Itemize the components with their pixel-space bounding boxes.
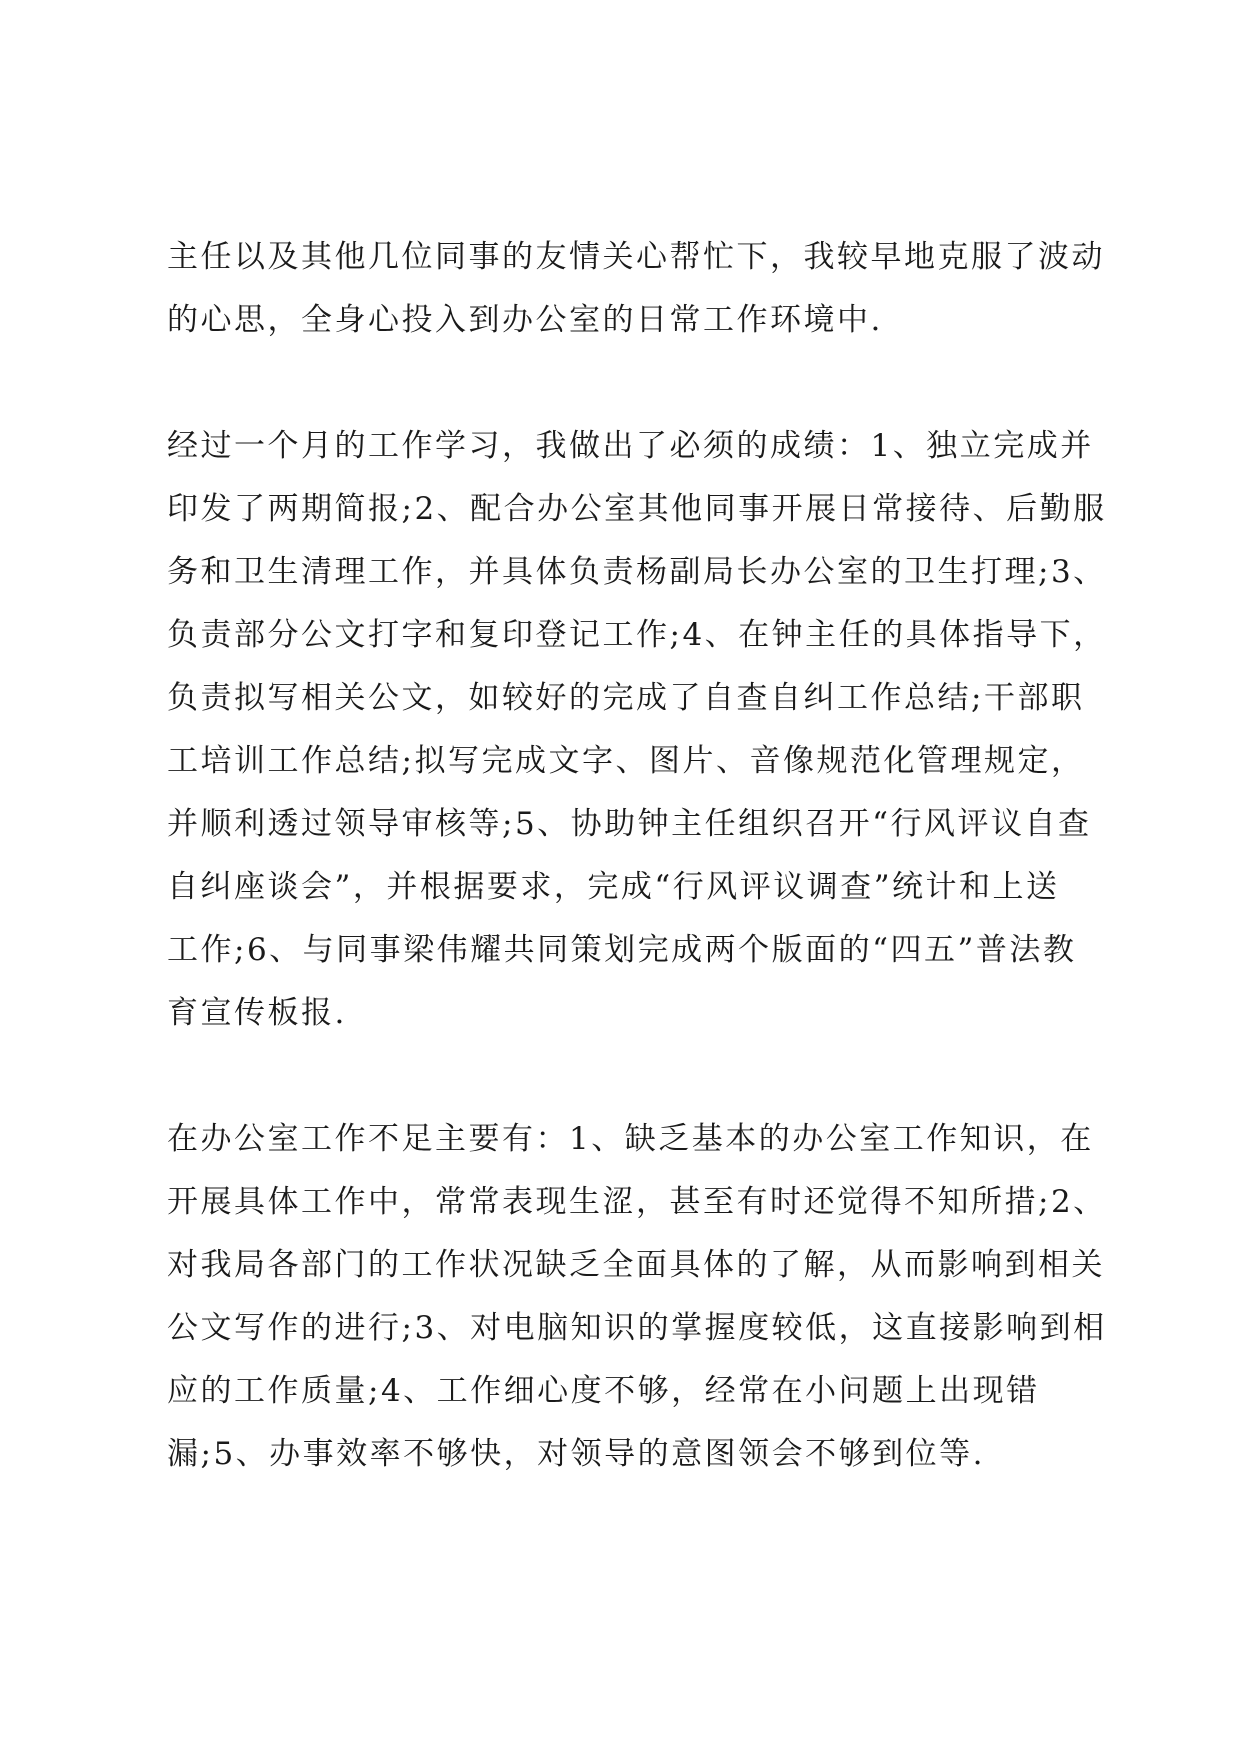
paragraph-2 xyxy=(167,415,1107,1045)
paragraph-1 xyxy=(167,226,1105,352)
text-line: 经过一个月的工作学习，我做出了必须的成绩：1、独立完成并 xyxy=(167,428,1094,464)
text-line: 工培训工作总结;拟写完成文字、图片、音像规范化管理规定， xyxy=(167,743,1085,779)
text-line: 育宣传板报. xyxy=(167,995,347,1031)
paragraph-spacer xyxy=(167,352,1087,415)
text-line: 务和卫生清理工作，并具体负责杨副局长办公室的卫生打理;3、 xyxy=(167,554,1107,590)
text-line: 漏;5、办事效率不够快，对领导的意图领会不够到位等. xyxy=(167,1436,986,1472)
text-line: 负责拟写相关公文，如较好的完成了自查自纠工作总结;干部职 xyxy=(167,680,1085,716)
paragraph-spacer xyxy=(167,1045,1087,1108)
text-line: 并顺利透过领导审核等;5、协助钟主任组织召开“行风评议自查 xyxy=(167,806,1092,842)
text-line: 工作;6、与同事梁伟耀共同策划完成两个版面的“四五”普法教 xyxy=(167,932,1077,968)
text-line: 公文写作的进行;3、对电脑知识的掌握度较低，这直接影响到相 xyxy=(167,1310,1107,1346)
text-line: 负责部分公文打字和复印登记工作;4、在钟主任的具体指导下， xyxy=(167,617,1107,653)
text-line: 印发了两期简报;2、配合办公室其他同事开展日常接待、后勤服 xyxy=(167,491,1107,527)
text-line: 主任以及其他几位同事的友情关心帮忙下，我较早地克服了波动 xyxy=(167,239,1105,275)
text-line: 在办公室工作不足主要有：1、缺乏基本的办公室工作知识，在 xyxy=(167,1121,1094,1157)
text-line: 自纠座谈会”，并根据要求，完成“行风评议调查”统计和上送 xyxy=(167,869,1060,905)
paragraph-3 xyxy=(167,1108,1107,1486)
text-line: 的心思，全身心投入到办公室的日常工作环境中. xyxy=(167,302,883,338)
text-line: 应的工作质量;4、工作细心度不够，经常在小问题上出现错 xyxy=(167,1373,1040,1409)
text-line: 对我局各部门的工作状况缺乏全面具体的了解，从而影响到相关 xyxy=(167,1247,1105,1283)
text-line: 开展具体工作中，常常表现生涩，甚至有时还觉得不知所措;2、 xyxy=(167,1184,1107,1220)
document-body xyxy=(167,226,1107,1486)
